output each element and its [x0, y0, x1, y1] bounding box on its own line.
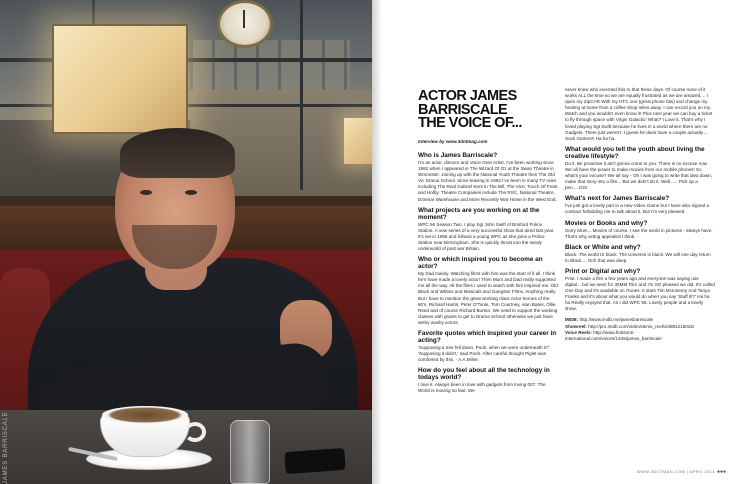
- station-clock: [217, 0, 273, 48]
- answer: Sorry Mum....Movies of course. I see the world in pictures - always have. That's why acting appealed I think.: [565, 227, 713, 239]
- water-glass: [230, 420, 270, 484]
- photo-credit: JAMES BARRISCALE: [3, 411, 9, 484]
- answer: I love it. Always been in love with gadgets from loving 007. The World is moving so fast. We: [418, 382, 546, 394]
- question: Print or Digital and why?: [565, 267, 641, 275]
- article-headline: [418, 90, 538, 131]
- answer: WPC 56 Season Two. I play Sgt John Swift of Brinford Police Station. A new series of a very successful show that aired last year. It's set in 1956 and follows a young WPC as she joins a Police Station near Birmingham. She is quickly thrust into the seedy underworld of post war Britain.: [418, 221, 555, 252]
- footer-dots-icon: ●●●: [716, 469, 726, 475]
- answer: Black. The world IS black. The Universe is black. We will one day return to Black.... Ooh that was deep.: [565, 251, 711, 263]
- clock-hand: [243, 10, 245, 28]
- link-item: [565, 330, 715, 342]
- link-label: Showreel:: [565, 323, 587, 329]
- headline-line: ACTOR JAMES: [418, 88, 517, 104]
- question: What's next for James Barriscale?: [565, 195, 670, 203]
- voice-reels-link[interactable]: http://www.hobsons-international.com/voices/1445/james_barriscale: [565, 329, 662, 341]
- answer: Do it. Be proactive it ain't gonna come to you. There is no excuse now. We all have the power to make movies from our mobile phones! So what's your excuse? We all say - Oh I was going to write that idea down, make that story into a film... But we didn't do it. Well...... Pick up a pen.....GO!: [565, 160, 713, 191]
- question: What projects are you working on at the moment?: [418, 206, 540, 221]
- question: Who or which inspired you to become an actor?: [418, 256, 543, 271]
- question: Black or White and why?: [565, 243, 641, 251]
- headline-line: THE VOICE OF...: [418, 115, 522, 131]
- question: How do you feel about all the technology in todays world?: [418, 367, 550, 382]
- page-footer: [637, 469, 726, 475]
- man-eye: [185, 190, 197, 195]
- question: Who is James Barriscale?: [418, 152, 498, 159]
- light-box: [52, 24, 188, 134]
- cup-handle: [184, 422, 206, 442]
- phone: [284, 448, 345, 474]
- showreel-link[interactable]: http://pro.imdb.com/video/demo_reel/vi3881216025/: [588, 323, 695, 329]
- question: What would you tell the youth about living the creative lifestyle?: [565, 145, 705, 160]
- headline-line: BARRISCALE: [418, 101, 508, 118]
- answer: 'Supposing a tree fell down, Pooh, when we were underneath it?' 'Supposing it didn't,' said Pooh. After careful thought Piglet was comforted by this. - A.A.Milne.: [418, 344, 550, 363]
- link-label: IMDB:: [565, 317, 579, 323]
- girder: [300, 0, 303, 190]
- answer: I'm an actor, director and Voice Over Artist. I've been working since 1982 when I appeared in The Wizard Of Oz at the Swan Theatre in Worcester. Joining up with the National Youth Theatre then The Old Vic Drama School. Since leaving in 1992 I've been in many TV roles including The Real Gabriel Kent in The Bill, The Vice, Touch Of Frost and Holby. Theatre Companies include The RSC, National Theatre, Donmar Warehouse and More Recently War Horse in the West End.: [418, 160, 558, 202]
- page-gutter-shadow: [372, 0, 382, 484]
- man-eye: [140, 190, 152, 195]
- footer-text: WWW.3DOTMAG.COM | APRIL 2014: [636, 469, 715, 474]
- answer-continued: never knew who invented this to that these days. Of course none of it works ALL the time so we are equally frustrated as we are amazed.... I open my ZipCAR With my HTC one (great phone btw) and change my heating at home from a coffee shop miles away. I can record you on my Watch and you wouldn't even know it! Plus next year we can buy a ticket to fly through space with Virgin Galactic! What? I Love it. That's why I loved playing Sgt Swift because he lives in a world where there are no Gadgets. There just weren't. I guess he does have a couple actually.... Sock Garters!! Ha ha ha.: [565, 87, 713, 141]
- answer: I've just got a lovely part in a new Video Game but I have also signed a contract forbidding me to talk about it. But I'm very pleased.: [565, 203, 710, 215]
- answer: Print. I made a film a few years ago and everyone was saying use digital... but we went for 35MM Film and I'm SO pleased we did. It's called One Day and it's available on iTunes. It stars Tim McInnerny And Tanya Franks and it's about what you would do when you say 'Stuff it!?' Ha ha ha Really enjoyed that. As I did WPC 56. Lovely people and a lovely show.: [565, 275, 715, 312]
- light-box-small: [344, 118, 372, 164]
- link-list: [565, 317, 715, 341]
- article-column-1: [418, 152, 558, 394]
- question: Favorite quotes which inspired your career in acting?: [418, 329, 557, 344]
- coffee-surface: [102, 406, 188, 424]
- article-column-2: [565, 86, 715, 342]
- answer: My Dad mainly. Watching films with him was the start of it all. I think he's have made a lovely actor! Then Mum and Dad really supported me all the way. All the films I used to watch with him inspired me. Old Black and Whites and Musicals and Gangster Films. Anything really. But I have to mention the great working class Actor heroes of the 60's. Richard Harris, Peter O'Toole, Tom Courtney, Alan Bates, Ollie Reed and of course Richard Burton. We need to support the working classes with grants to get to Drama School otherwise we just have wishy washy actors.: [418, 271, 558, 325]
- byline: Interview by www.3dotmag.com: [418, 139, 488, 144]
- link-label: Voice Reels:: [565, 329, 592, 335]
- imdb-link[interactable]: http://www.imdb.me/jamesbarriscale: [579, 317, 654, 323]
- question: Movies or Books and why?: [565, 219, 648, 227]
- man-hair: [120, 128, 235, 178]
